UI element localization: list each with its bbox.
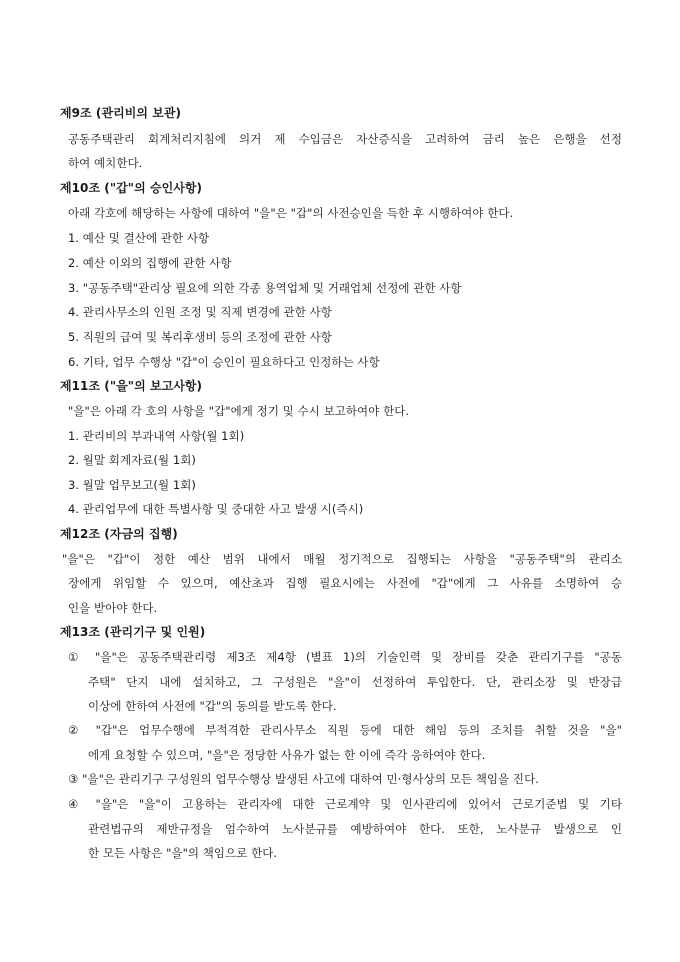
article-10-item-1: 1. 예산 및 결산에 관한 사항: [68, 231, 210, 245]
article-13-clause-1-line-3: 이상에 한하여 사전에 "갑"의 동의를 받도록 한다.: [88, 699, 337, 713]
article-9-line-1: 공동주택관리 회계처리지침에 의거 제 수입금은 자산증식을 고려하여 금리 높은 은행을 선정: [68, 132, 622, 146]
article-9-line-2: 하여 예치한다.: [68, 156, 143, 170]
article-12-heading: 제12조 (자금의 집행): [60, 527, 178, 541]
article-13-clause-2-line-2: 에게 요청할 수 있으며, "을"은 정당한 사유가 없는 한 이에 즉각 응하여야 한다.: [88, 748, 486, 762]
article-12-line-2: 장에게 위임할 수 있으며, 예산초과 집행 필요시에는 사전에 "갑"에게 그 사유를 소명하여 승: [68, 576, 622, 590]
article-13-clause-4-line-1: ④ "을"은 "을"이 고용하는 관리자에 대한 근로계약 및 인사관리에 있어서 근로기준법 및 기타: [68, 797, 622, 811]
article-10-item-6: 6. 기타, 업무 수행상 "갑"이 승인이 필요하다고 인정하는 사항: [68, 355, 380, 369]
article-13-clause-2-line-1: ② "갑"은 업무수행에 부적격한 관리사무소 직원 등에 대한 해임 등의 조치를 취할 것을 "을": [68, 723, 622, 737]
article-11-heading: 제11조 ("을"의 보고사항): [60, 379, 203, 393]
article-11-item-3: 3. 월말 업무보고(월 1회): [68, 478, 196, 492]
article-12-line-3: 인을 받아야 한다.: [68, 601, 158, 615]
article-9-heading: 제9조 (관리비의 보관): [60, 106, 182, 120]
article-11-intro: "을"은 아래 각 호의 사항을 "갑"에게 정기 및 수시 보고하여야 한다.: [68, 404, 410, 418]
article-13-clause-3: ③ "을"은 관리기구 구성원의 업무수행상 발생된 사고에 대하여 민·형사상의 모든 책임을 진다.: [68, 772, 539, 786]
article-10-item-5: 5. 직원의 급여 및 복리후생비 등의 조정에 관한 사항: [68, 330, 332, 344]
article-10-item-3: 3. "공동주택"관리상 필요에 의한 각종 용역업체 및 거래업체 선정에 관한 사항: [68, 281, 462, 295]
article-11-item-1: 1. 관리비의 부과내역 사항(월 1회): [68, 429, 245, 443]
article-12-line-1: "을"은 "갑"이 정한 예산 범위 내에서 매월 정기적으로 집행되는 사항을 "공동주택"의 관리소: [62, 552, 622, 566]
article-10-heading: 제10조 ("갑"의 승인사항): [60, 181, 203, 195]
article-11-item-2: 2. 월말 회계자료(월 1회): [68, 453, 196, 467]
article-11-item-4: 4. 관리업무에 대한 특별사항 및 중대한 사고 발생 시(즉시): [68, 502, 364, 516]
article-13-clause-1-line-2: 주택" 단지 내에 설치하고, 그 구성원은 "을"이 선정하여 투입한다. 단, 관리소장 및 반장급: [88, 675, 622, 689]
article-13-heading: 제13조 (관리기구 및 인원): [60, 625, 206, 639]
article-10-item-4: 4. 관리사무소의 인원 조정 및 직제 변경에 관한 사항: [68, 305, 332, 319]
article-13-clause-4-line-3: 한 모든 사항은 "을"의 책임으로 한다.: [88, 846, 278, 860]
article-13-clause-4-line-2: 관련법규의 제반규정을 엄수하여 노사분규를 예방하여야 한다. 또한, 노사분규 발생으로 인: [88, 822, 622, 836]
article-10-intro: 아래 각호에 해당하는 사항에 대하여 "을"은 "갑"의 사전승인을 득한 후 시행하여야 한다.: [68, 206, 514, 220]
article-10-item-2: 2. 예산 이외의 집행에 관한 사항: [68, 256, 232, 270]
article-13-clause-1-line-1: ① "을"은 공동주택관리령 제3조 제4항 (별표 1)의 기술인력 및 장비를 갖춘 관리기구를 "공동: [68, 650, 622, 664]
